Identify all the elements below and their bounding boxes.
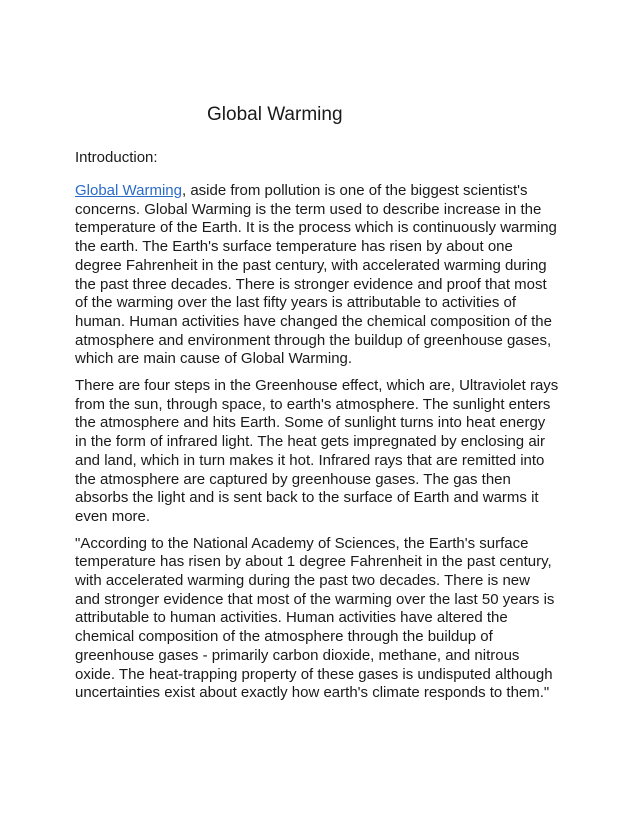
paragraph-line: "According to the National Academy of Sciences, the Earth's surface bbox=[75, 534, 529, 552]
paragraph-text: , aside from pollution is one of the biggest scientist's bbox=[181, 182, 528, 199]
global-warming-link[interactable]: Global Warming bbox=[75, 182, 182, 199]
paragraph-line: uncertainties exist about exactly how earth's climate responds to them." bbox=[75, 684, 550, 702]
paragraph-line: atmosphere and environment through the buildup of greenhouse gases, bbox=[75, 331, 552, 349]
paragraph-line: absorbs the light and is sent back to the surface of Earth and warms it bbox=[75, 489, 539, 507]
intro-heading: Introduction: bbox=[75, 149, 158, 166]
paragraph-line: the atmosphere are captured by greenhouse gases. The gas then bbox=[75, 470, 511, 488]
document-title: Global Warming bbox=[207, 104, 343, 125]
paragraph-line: the earth. The Earth's surface temperature has risen by about one bbox=[75, 238, 513, 256]
paragraph-line: attributable to human activities. Human activities have altered the bbox=[75, 609, 508, 627]
paragraph-line: even more. bbox=[75, 507, 151, 525]
paragraph-line: There are four steps in the Greenhouse effect, which are, Ultraviolet rays bbox=[75, 377, 559, 395]
paragraph-line: and stronger evidence that most of the warming over the last 50 years is bbox=[75, 590, 555, 608]
paragraph-line: the atmosphere and hits Earth. Some of sunlight turns into heat energy bbox=[75, 414, 546, 432]
paragraph-line: temperature of the Earth. It is the process which is continuously warming bbox=[75, 219, 557, 237]
paragraph-line: of the warming over the last fifty years is attributable to activities of bbox=[75, 294, 517, 312]
paragraph-line: oxide. The heat-trapping property of these gases is undisputed although bbox=[75, 665, 553, 683]
paragraph-line: degree Fahrenheit in the past century, with accelerated warming during bbox=[75, 256, 547, 274]
paragraph-3 bbox=[75, 535, 565, 703]
paragraph-line: human. Human activities have changed the chemical composition of the bbox=[75, 312, 552, 330]
document-body bbox=[75, 148, 565, 711]
paragraph-line: chemical composition of the atmosphere through the buildup of bbox=[75, 628, 493, 646]
paragraph-line: from the sun, through space, to earth's atmosphere. The sunlight enters bbox=[75, 395, 551, 413]
paragraph-line: the past three decades. There is stronger evidence and proof that most bbox=[75, 275, 547, 293]
paragraph-line: which are main cause of Global Warming. bbox=[75, 350, 353, 368]
paragraph-line: concerns. Global Warming is the term used to describe increase in the bbox=[75, 200, 542, 218]
paragraph-line: temperature has risen by about 1 degree Fahrenheit in the past century, bbox=[75, 553, 552, 571]
paragraph-line: greenhouse gases - primarily carbon dioxide, methane, and nitrous bbox=[75, 646, 520, 664]
paragraph-line bbox=[75, 182, 565, 201]
paragraph-2 bbox=[75, 377, 565, 527]
paragraph-line: and land, which in turn makes it hot. Infrared rays that are remitted into bbox=[75, 451, 545, 469]
paragraph-1 bbox=[75, 182, 565, 369]
paragraph-line: with accelerated warming during the past two decades. There is new bbox=[75, 572, 530, 590]
paragraph-line: in the form of infrared light. The heat gets impregnated by enclosing air bbox=[75, 433, 545, 451]
